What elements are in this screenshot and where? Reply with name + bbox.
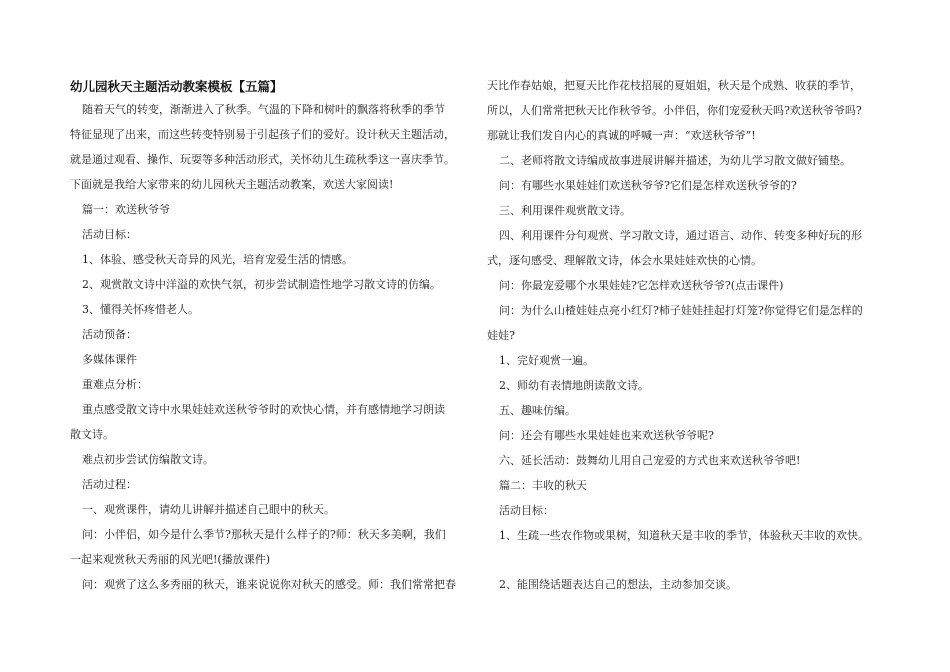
left-column-line-3: 就是通过观看、操作、玩耍等多种活动形式，关怀幼儿生疏秋季这一喜庆季节。 xyxy=(70,153,455,166)
left-column-line-16: 活动过程： xyxy=(82,478,137,491)
right-column-line-3: 那就让我们发自内心的真诚的呼喊一声：“欢送秋爷爷”! xyxy=(487,129,756,142)
left-column-line-8: 2、观赏散文诗中洋溢的欢快气氛，初步尝试制造性地学习散文诗的仿编。 xyxy=(82,278,441,291)
right-column-line-6: 三、利用课件观赏散文诗。 xyxy=(499,204,631,217)
left-column-line-19: 一起来观赏秋天秀丽的风光吧!(播放课件) xyxy=(70,553,271,566)
right-column-line-4: 二、老师将散文诗编成故事进展讲解并描述，为幼儿学习散文做好铺垫。 xyxy=(499,154,851,167)
right-column-line-17: 篇二：丰收的秋天 xyxy=(499,479,587,492)
right-column-line-1: 天比作春姑娘，把夏天比作花枝招展的夏姐姐，秋天是个成熟、收获的季节， xyxy=(487,79,861,92)
left-column-line-7: 1、体验、感受秋天奇异的风光，培育宠爱生活的情感。 xyxy=(82,253,353,266)
left-column-line-9: 3、懂得关怀疼惜老人。 xyxy=(82,303,199,316)
right-column-line-2: 所以，人们常常把秋天比作秋爷爷。小伴侣，你们宠爱秋天吗?欢送秋爷爷吗? xyxy=(487,104,862,117)
right-column-line-13: 2、师幼有表情地朗读散文诗。 xyxy=(499,379,649,392)
left-column-line-1: 随着天气的转变，渐渐进入了秋季。气温的下降和树叶的飘落将秋季的季节 xyxy=(82,103,445,116)
right-column-line-8: 式，逐句感受、理解散文诗，体会水果娃娃欢快的心情。 xyxy=(487,254,762,267)
left-column-line-13: 重点感受散文诗中水果娃娃欢送秋爷爷时的欢快心情，并有感情地学习朗读 xyxy=(82,403,445,416)
left-column-line-17: 一、观赏课件，请幼儿讲解并描述自己眼中的秋天。 xyxy=(82,503,335,516)
left-column-line-5: 篇一：欢送秋爷爷 xyxy=(82,203,170,216)
left-column-line-15: 难点初步尝试仿编散文诗。 xyxy=(82,453,214,466)
right-column-line-14: 五、趣味仿编。 xyxy=(499,404,576,417)
right-column-line-12: 1、完好观赏一遍。 xyxy=(499,354,594,367)
right-column-line-5: 问：有哪些水果娃娃们欢送秋爷爷?它们是怎样欢送秋爷爷的? xyxy=(499,179,797,192)
left-column-line-11: 多媒体课件 xyxy=(82,353,137,366)
right-column-line-11: 娃娃? xyxy=(487,329,515,342)
right-column-line-18: 活动目标： xyxy=(499,504,554,517)
left-column-line-14: 散文诗。 xyxy=(70,428,114,441)
left-column-line-10: 活动预备： xyxy=(82,328,137,341)
right-column-line-9: 问：你最宠爱哪个水果娃娃?它怎样欢送秋爷爷?(点击课件) xyxy=(499,279,784,292)
left-column-line-2: 特征显现了出来，而这些转变特别易于引起孩子们的爱好。设计秋天主题活动， xyxy=(70,128,455,141)
right-column-line-20: 2、能围绕话题表达自己的想法，主动参加交谈。 xyxy=(499,578,737,591)
right-column-line-7: 四、利用课件分句观赏、学习散文诗，通过语言、动作、转变多种好玩的形 xyxy=(499,229,862,242)
right-column-line-15: 问：还会有哪些水果娃娃也来欢送秋爷爷呢? xyxy=(499,429,714,442)
right-column-line-10: 问：为什么山楂娃娃点亮小红灯?柿子娃娃挂起打灯笼?你觉得它们是怎样的 xyxy=(499,304,863,317)
document-title: 幼儿园秋天主题活动教案模板【五篇】 xyxy=(70,79,283,94)
right-column-line-19: 1、生疏一些农作物或果树，知道秋天是丰收的季节，体验秋天丰收的欢快。 xyxy=(499,529,869,542)
left-column-line-18: 问：小伴侣，如今是什么季节?那秋天是什么样子的?师：秋天多美啊，我们 xyxy=(82,528,446,541)
right-column-line-16: 六、延长活动：鼓舞幼儿用自己宠爱的方式也来欢送秋爷爷吧! xyxy=(499,454,801,467)
left-column-line-4: 下面就是我给大家带来的幼儿园秋天主题活动教案，欢送大家阅读! xyxy=(70,178,394,191)
left-column-line-20: 问：观赏了这么多秀丽的秋天，谁来说说你对秋天的感受。师：我们常常把春 xyxy=(82,578,456,591)
left-column-line-12: 重难点分析： xyxy=(82,378,148,391)
left-column-line-6: 活动目标： xyxy=(82,228,137,241)
